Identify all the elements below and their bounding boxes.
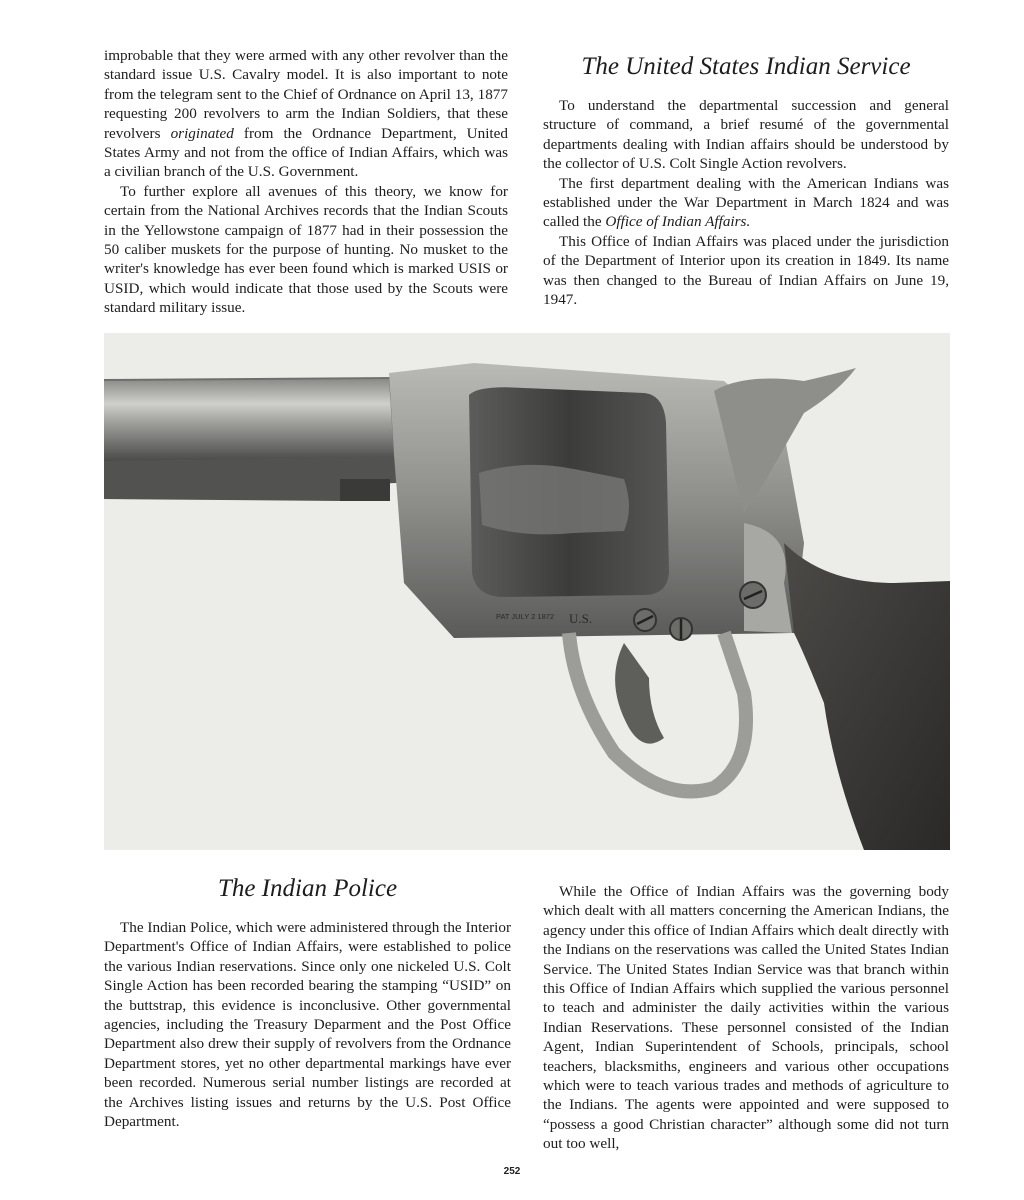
text-run: The first department dealing with the American Indians was established under the War Department in March 1824 and was called the [543, 174, 949, 231]
revolver-photograph [104, 333, 950, 850]
text-run: To further explore all avenues of this theory, we know for certain from the National Archives records that the Indian Scouts in the Yellowstone campaign of 1877 had in their possession the 50 caliber muskets for the purpose of hunting. No musket to the writer's knowledge has ever been found which is marked USIS or USID, which would indicate that those used by the Scouts were standard military issue. [104, 182, 508, 317]
page-number: 252 [503, 1166, 521, 1177]
text-run: from the Ordnance Department, United States Army and not from the office of Indian Affairs, which was a civilian branch of the U.S. Government. [104, 124, 508, 181]
barrel [104, 379, 394, 461]
us-stamp: U.S. [569, 611, 593, 626]
text-run: The Indian Police, which were administered through the Interior Department's Office of Indian Affairs, were established to police the various Indian reservations. Since only one nickeled U.S. Colt Single Action has been recorded bearing the stamping “USID” on the buttstrap, this evidence is inconclusive. Other governmental agencies, including the Treasury Deparment and the Post Office Department also drew their supply of revolvers from the Ordnance Department stores, yet no other departmental markings have ever been recorded. Numerous serial number listings are recorded at the Archives listing issues and returns by the U.S. Post Office Department. [104, 919, 511, 1131]
text-run: While the Office of Indian Affairs was the governing body which dealt with all matters concerning the American Indians, the agency under this office of Indian Affairs which dealt directly with the Indians on the reservations was called the United States Indian Service. The United States Indian Service was that branch within this Office of Indian Affairs which supplied the various personnel to teach and administer the daily activities within the various Indian Reservations. These personnel consisted of the Indian Agent, Indian Superintendent of Schools, principals, school teachers, blacksmiths, engineers and various other occupations which were to teach various trades and methods of agriculture to the Indians. The agents were appointed and were supposed to “possess a good Christian character” although some did not turn out too well, [543, 883, 949, 1153]
italic-text: originated [170, 124, 234, 142]
left-bottom-column [104, 874, 511, 1131]
right-bottom-column [543, 882, 949, 1154]
revolver-image [104, 333, 950, 850]
text-run: This Office of Indian Affairs was placed under the jurisdiction of the Department of Interior upon its creation in 1849. Its name was then changed to the Bureau of Indian Affairs on June 19, 1947. [543, 232, 949, 309]
us-indian-service-heading: The United States Indian Service [581, 53, 911, 80]
right-top-paragraph-1 [543, 96, 949, 174]
italic-text: Office of Indian Affairs. [605, 213, 751, 231]
text-run: improbable that they were armed with any other revolver than the standard issue U.S. Cavalry model. It is also important to note from the telegram sent to the Chief of Ordnance on April 13, 1877 requesting 200 revolvers to arm the Indian Soldiers, that these revolvers [104, 47, 508, 142]
indian-police-heading: The Indian Police [217, 875, 398, 902]
text-run: To understand the departmental succession and general structure of command, a brief resumé of the governmental departments dealing with Indian affairs should be understood by the collector of U.S. Colt Single Action revolvers. [543, 97, 949, 173]
right-top-paragraph-2 [543, 174, 949, 232]
right-bottom-paragraph-1 [543, 882, 949, 1154]
right-top-column [543, 52, 949, 309]
right-top-paragraph-3 [543, 232, 949, 310]
left-bottom-paragraph-1 [104, 918, 511, 1131]
patent-stamp: PAT JULY 2 1872 [496, 612, 555, 621]
left-top-paragraph-2 [104, 182, 508, 318]
ejector-screw [340, 479, 390, 501]
left-top-column [104, 46, 508, 318]
left-top-paragraph-1 [104, 46, 508, 182]
